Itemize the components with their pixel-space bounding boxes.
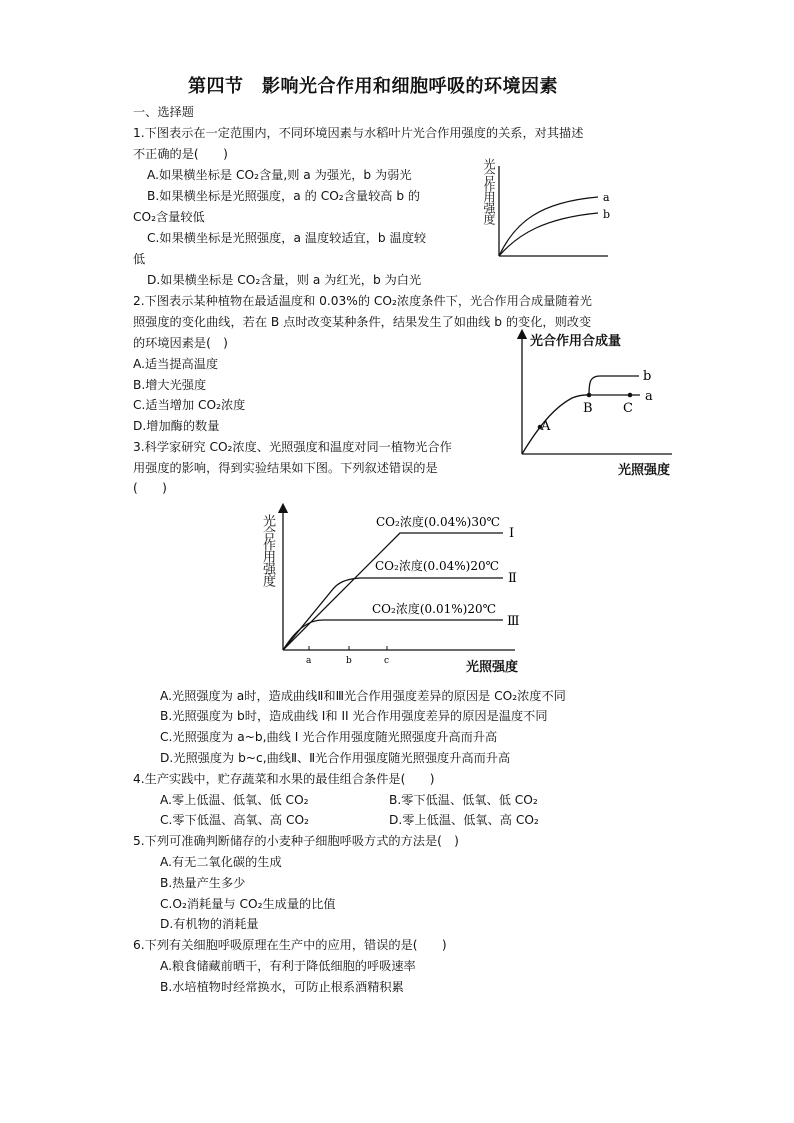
q3-curve-3 (283, 620, 503, 650)
q2-label-curve-b: b (643, 369, 652, 384)
q2-stem-line1: 2.下图表示某种植物在最适温度和 0.03%的 CO₂浓度条件下，光合作用合成量随着光 (133, 294, 592, 308)
q2-option-c: C.适当增加 CO₂浓度 (133, 398, 246, 412)
q6-option-b: B.水培植物时经常换水，可防止根系酒精积累 (160, 980, 404, 994)
q3-stem-line1: 3.科学家研究 CO₂浓度、光照强度和温度对同一植物光合作 (133, 440, 452, 454)
q3-option-c: C.光照强度为 a~b,曲线 I 光合作用强度随光照强度升高而升高 (160, 730, 498, 744)
q3-label-curve-2: CO₂浓度(0.04%)20℃ (375, 559, 500, 573)
q2-fig-xlabel: 光照强度 (618, 463, 671, 478)
q1-option-d: D.如果横坐标是 CO₂含量，则 a 为红光，b 为白光 (147, 273, 422, 287)
q1-option-b-line1: B.如果横坐标是光照强度，a 的 CO₂含量较高 b 的 (147, 189, 421, 203)
q2-stem-line3: 的环境因素是( ) (133, 336, 228, 350)
q6-option-a: A.粮食储藏前晒干，有利于降低细胞的呼吸速率 (160, 959, 416, 973)
q1-curve-b (499, 213, 598, 256)
q5-option-a: A.有无二氧化碳的生成 (160, 855, 282, 869)
q1-option-a: A.如果横坐标是 CO₂含量,则 a 为强光，b 为弱光 (147, 168, 412, 182)
q4-option-d: D.零上低温、低氧、高 CO₂ (389, 813, 539, 827)
q1-curve-a (499, 197, 598, 256)
q2-fig-ylabel: 光合作用合成量 (530, 334, 622, 349)
q2-stem-line2: 照强度的变化曲线，若在 B 点时改变某种条件，结果发生了如曲线 b 的变化，则改变 (133, 315, 592, 329)
page-title: 第四节 影响光合作用和细胞呼吸的环境因素 (188, 76, 558, 97)
q2-label-point-c: C (623, 401, 633, 416)
q2-option-b: B.增大光强度 (133, 378, 207, 392)
q3-option-a: A.光照强度为 a时，造成曲线Ⅱ和Ⅲ光合作用强度差异的原因是 CO₂浓度不同 (160, 689, 566, 703)
q2-point-c (628, 393, 633, 398)
q5-option-d: D.有机物的消耗量 (160, 917, 259, 931)
q3-curve-1 (283, 533, 503, 650)
q3-option-d: D.光照强度为 b~c,曲线Ⅱ、Ⅱ光合作用强度随光照强度升高而升高 (160, 751, 511, 765)
q4-option-c: C.零下低温、高氧、高 CO₂ (160, 813, 309, 827)
q3-stem-line2: 用强度的影响，得到实验结果如下图。下列叙述错误的是 (133, 461, 438, 475)
q1-label-a: a (603, 191, 610, 204)
q2-label-point-a: A (541, 419, 551, 434)
q3-label-curve-1: CO₂浓度(0.04%)30℃ (376, 515, 501, 529)
q3-stem-line3: ( ) (133, 481, 167, 495)
q1-option-c-line1: C.如果横坐标是光照强度，a 温度较适宜，b 温度较 (147, 231, 427, 245)
q4-option-a: A.零上低温、低氧、低 CO₂ (160, 793, 309, 807)
q2-point-b (587, 393, 592, 398)
q1-option-c-line2: 低 (133, 252, 146, 266)
q3-figure (275, 500, 530, 678)
q3-fig-ylabel: 光合作用强度 (260, 514, 275, 586)
q1-label-b: b (603, 208, 611, 221)
q6-stem: 6.下列有关细胞呼吸原理在生产中的应用，错误的是( ) (133, 938, 447, 952)
q2-option-d: D.增加酶的数量 (133, 419, 220, 433)
q1-figure (490, 160, 620, 265)
q3-roman-3: Ⅲ (507, 614, 520, 629)
section-heading: 一、选择题 (133, 105, 194, 119)
q3-label-curve-3: CO₂浓度(0.01%)20℃ (372, 602, 497, 616)
q1-option-b-line2: CO₂含量较低 (133, 210, 205, 224)
q1-stem-line1: 1.下图表示在一定范围内，不同环境因素与水稻叶片光合作用强度的关系，对其描述 (133, 126, 584, 140)
q2-curve-b (589, 376, 639, 395)
q3-roman-2: Ⅱ (508, 571, 517, 586)
q1-stem-line2: 不正确的是( ) (133, 147, 228, 161)
q2-option-a: A.适当提高温度 (133, 357, 219, 371)
q4-option-b: B.零下低温、低氧、低 CO₂ (389, 793, 538, 807)
q3-tick-label-b: b (346, 656, 352, 666)
q5-stem: 5.下列可准确判断储存的小麦种子细胞呼吸方式的方法是( ) (133, 834, 459, 848)
q4-stem: 4.生产实践中，贮存蔬菜和水果的最佳组合条件是( ) (133, 772, 435, 786)
q2-label-point-b: B (583, 401, 593, 416)
q1-fig-ylabel: 光合作用强度 (482, 158, 496, 224)
q5-option-c: C.O₂消耗量与 CO₂生成量的比值 (160, 897, 336, 911)
q3-option-b: B.光照强度为 b时，造成曲线 I和 II 光合作用强度差异的原因是温度不同 (160, 709, 548, 723)
q5-option-b: B.热量产生多少 (160, 876, 246, 890)
q3-fig-xlabel: 光照强度 (466, 660, 519, 675)
q3-roman-1: Ⅰ (509, 526, 515, 541)
q3-tick-label-a: a (306, 656, 312, 666)
q2-label-curve-a: a (645, 389, 653, 404)
q3-tick-label-c: c (384, 656, 390, 666)
